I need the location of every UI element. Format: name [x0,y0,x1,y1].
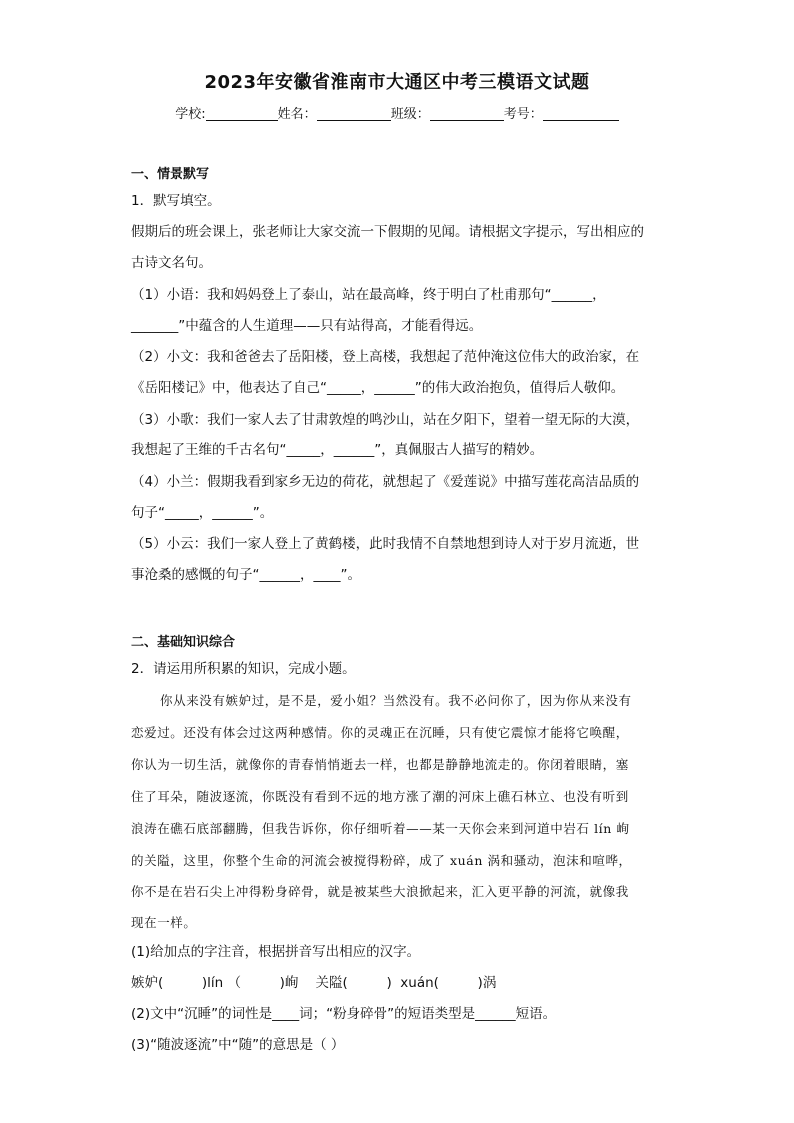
q1-item-line: 句子“_____，______”。 [131,505,274,521]
q1-item-line: （5）小云：我们一家人登上了黄鹤楼，此时我情不自禁地想到诗人对于岁月流逝，世 [131,536,640,552]
student-info-row [0,103,794,122]
q1-item-line: 我想起了王维的千古名句“_____，______”，真佩服古人描写的精妙。 [131,442,544,458]
q1-item-line: 《岳阳楼记》中，他表达了自己“_____，______”的伟大政治抱负，值得后人敬仰。 [131,380,625,396]
q1-item-line: （2）小文：我和爸爸去了岳阳楼，登上高楼，我想起了范仲淹这位伟大的政治家，在 [131,349,640,365]
q1-item-line: （1）小语：我和妈妈登上了泰山，站在最高峰，终于明白了杜甫那句“______， [131,287,606,303]
passage-line: 恋爱过。还没有体会过这两种感情。你的灵魂正在沉睡，只有使它震惊才能将它唤醒， [131,725,629,740]
passage-line: 你从来没有嫉妒过，是不是，爱小姐？当然没有。我不必问你了，因为你从来没有 [160,693,632,708]
school-blank[interactable] [206,106,278,121]
passage-line: 的关隘，这里，你整个生命的河流会被搅得粉碎，成了 xuán 涡和骚动，泡沫和喧哗， [131,853,632,868]
school-label: 学校: [175,107,206,122]
passage-line: 住了耳朵，随波逐流，你既没有看到不远的地方涨了潮的河床上礁石林立、也没有听到 [131,789,629,804]
section2-heading: 二、基础知识综合 [131,635,236,650]
sub-question-1: (1)给加点的字注音，根据拼音写出相应的汉字。 [131,944,421,960]
passage-line: 现在一样。 [131,915,197,930]
sub-question-3: (3)“随波逐流”中“随”的意思是（ ） [131,1037,345,1053]
sub-question-1-fill: 嫉妒( )lín （ )峋 关隘( ) xuán( )涡 [131,975,497,991]
number-label: 考号： [503,107,543,122]
page-title: 2023年安徽省淮南市大通区中考三模语文试题 [204,72,590,93]
q1-item-line: _______”中蕴含的人生道理——只有站得高，才能看得远。 [131,318,483,334]
question-1: 1．默写填空。 [131,193,221,209]
name-label: 姓名： [277,107,317,122]
number-blank[interactable] [543,106,619,121]
q1-intro-line2: 古诗文名句。 [131,255,212,271]
passage-line: 你认为一切生活，就像你的青春悄悄逝去一样，也都是静静地流走的。你闭着眼睛，塞 [131,757,629,772]
class-label: 班级： [390,107,430,122]
question-2: 2．请运用所积累的知识，完成小题。 [131,661,356,677]
q1-item-line: （4）小兰：假期我看到家乡无边的荷花，就想起了《爱莲说》中描写莲花高洁品质的 [131,474,640,490]
q1-item-line: 事沧桑的感慨的句子“______，____”。 [131,567,361,583]
name-blank[interactable] [317,106,391,121]
q1-item-line: （3）小歌：我们一家人去了甘肃敦煌的鸣沙山，站在夕阳下，望着一望无际的大漠， [131,412,640,428]
sub-question-2: (2)文中“沉睡”的词性是____词；“粉身碎骨”的短语类型是______短语。 [131,1006,557,1022]
passage-line: 浪涛在礁石底部翻腾，但我告诉你，你仔细听着——某一天你会来到河道中岩石 lín 峋 [131,821,630,836]
section1-heading: 一、情景默写 [131,167,210,182]
q1-intro-line1: 假期后的班会课上，张老师让大家交流一下假期的见闻。请根据文字提示，写出相应的 [131,224,644,240]
class-blank[interactable] [430,106,504,121]
passage-line: 你不是在岩石尖上冲得粉身碎骨，就是被某些大浪掀起来，汇入更平静的河流，就像我 [131,884,629,899]
